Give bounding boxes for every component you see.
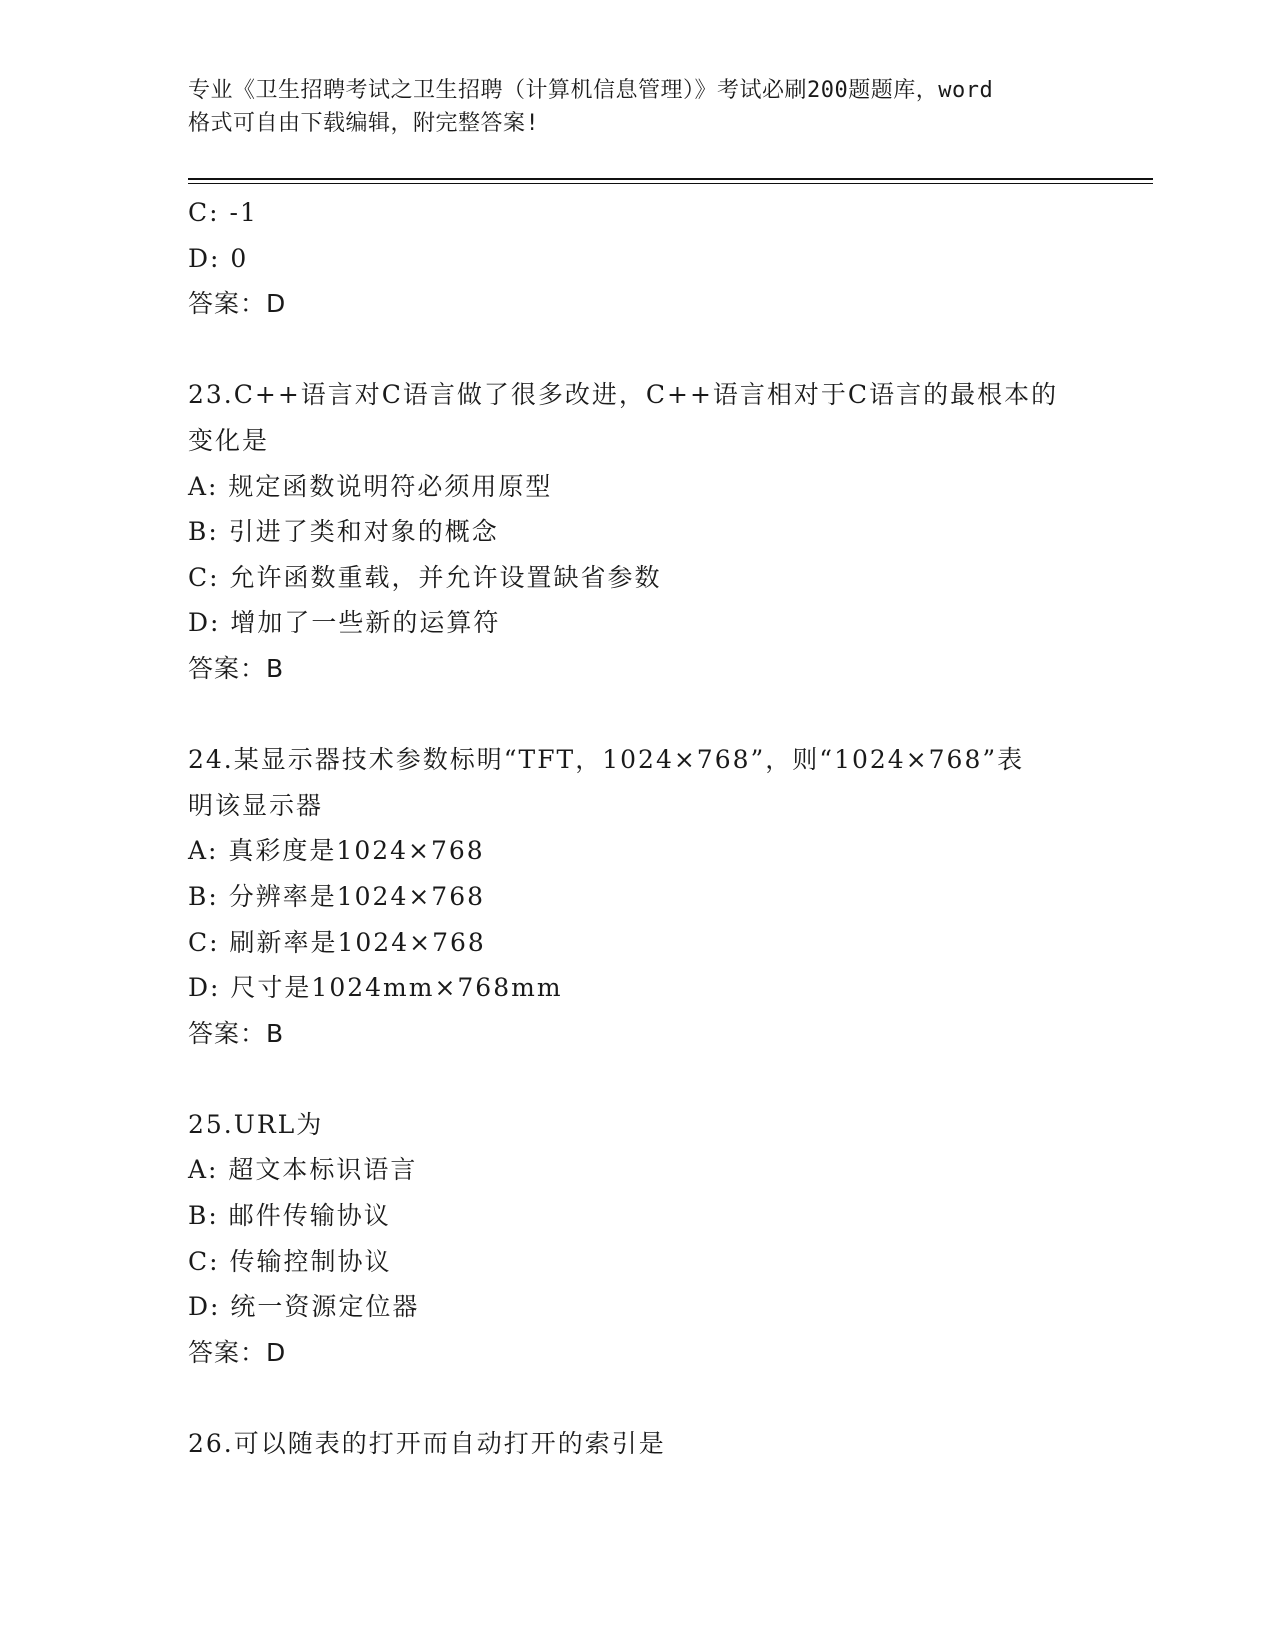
header-rule-thin bbox=[188, 183, 1153, 184]
option-c: C: 刷新率是1024×768 bbox=[188, 927, 486, 957]
question-content bbox=[188, 190, 1088, 1467]
option-c: C: 传输控制协议 bbox=[188, 1246, 392, 1276]
spacer bbox=[188, 1056, 1088, 1102]
answer-line: 答案：D bbox=[188, 1337, 287, 1367]
question-stem: 24.某显示器技术参数标明“TFT，1024×768”，则“1024×768”表 bbox=[188, 745, 1025, 775]
option-a: A: 真彩度是1024×768 bbox=[188, 836, 485, 866]
spacer bbox=[188, 1375, 1088, 1421]
option-b: B: 分辨率是1024×768 bbox=[188, 881, 486, 911]
option-d: D: 尺寸是1024mm×768mm bbox=[188, 973, 563, 1003]
question-25 bbox=[188, 1102, 1088, 1376]
option-c: C: -1 bbox=[188, 198, 258, 227]
option-d: D: 统一资源定位器 bbox=[188, 1292, 420, 1322]
question-stem-continued: 明该显示器 bbox=[188, 790, 324, 820]
option-c: C: 允许函数重载，并允许设置缺省参数 bbox=[188, 562, 662, 592]
header-line-2: 格式可自由下载编辑，附完整答案! bbox=[188, 111, 540, 136]
option-b: B: 引进了类和对象的概念 bbox=[188, 517, 499, 547]
option-a: A: 规定函数说明符必须用原型 bbox=[188, 471, 553, 501]
document-header bbox=[188, 74, 1088, 140]
spacer bbox=[188, 692, 1088, 738]
answer-line: 答案：B bbox=[188, 653, 285, 683]
question-stem: 23.C++语言对C语言做了很多改进，C++语言相对于C语言的最根本的 bbox=[188, 380, 1059, 410]
header-rule-thick bbox=[188, 178, 1153, 180]
question-24 bbox=[188, 737, 1088, 1056]
question-stem: 25.URL为 bbox=[188, 1109, 324, 1139]
option-b: B: 邮件传输协议 bbox=[188, 1201, 391, 1231]
spacer bbox=[188, 327, 1088, 373]
header-line-1: 专业《卫生招聘考试之卫生招聘（计算机信息管理）》考试必刷200题题库，word bbox=[188, 78, 994, 103]
answer-line: 答案：D bbox=[188, 289, 287, 319]
question-26 bbox=[188, 1421, 1088, 1467]
question-23 bbox=[188, 372, 1088, 691]
option-a: A: 超文本标识语言 bbox=[188, 1155, 418, 1185]
question-fragment bbox=[188, 190, 1088, 327]
answer-line: 答案：B bbox=[188, 1018, 285, 1048]
question-stem: 26.可以随表的打开而自动打开的索引是 bbox=[188, 1429, 666, 1459]
option-d: D: 增加了一些新的运算符 bbox=[188, 608, 501, 638]
question-stem-continued: 变化是 bbox=[188, 425, 270, 455]
option-d: D: 0 bbox=[188, 243, 249, 273]
